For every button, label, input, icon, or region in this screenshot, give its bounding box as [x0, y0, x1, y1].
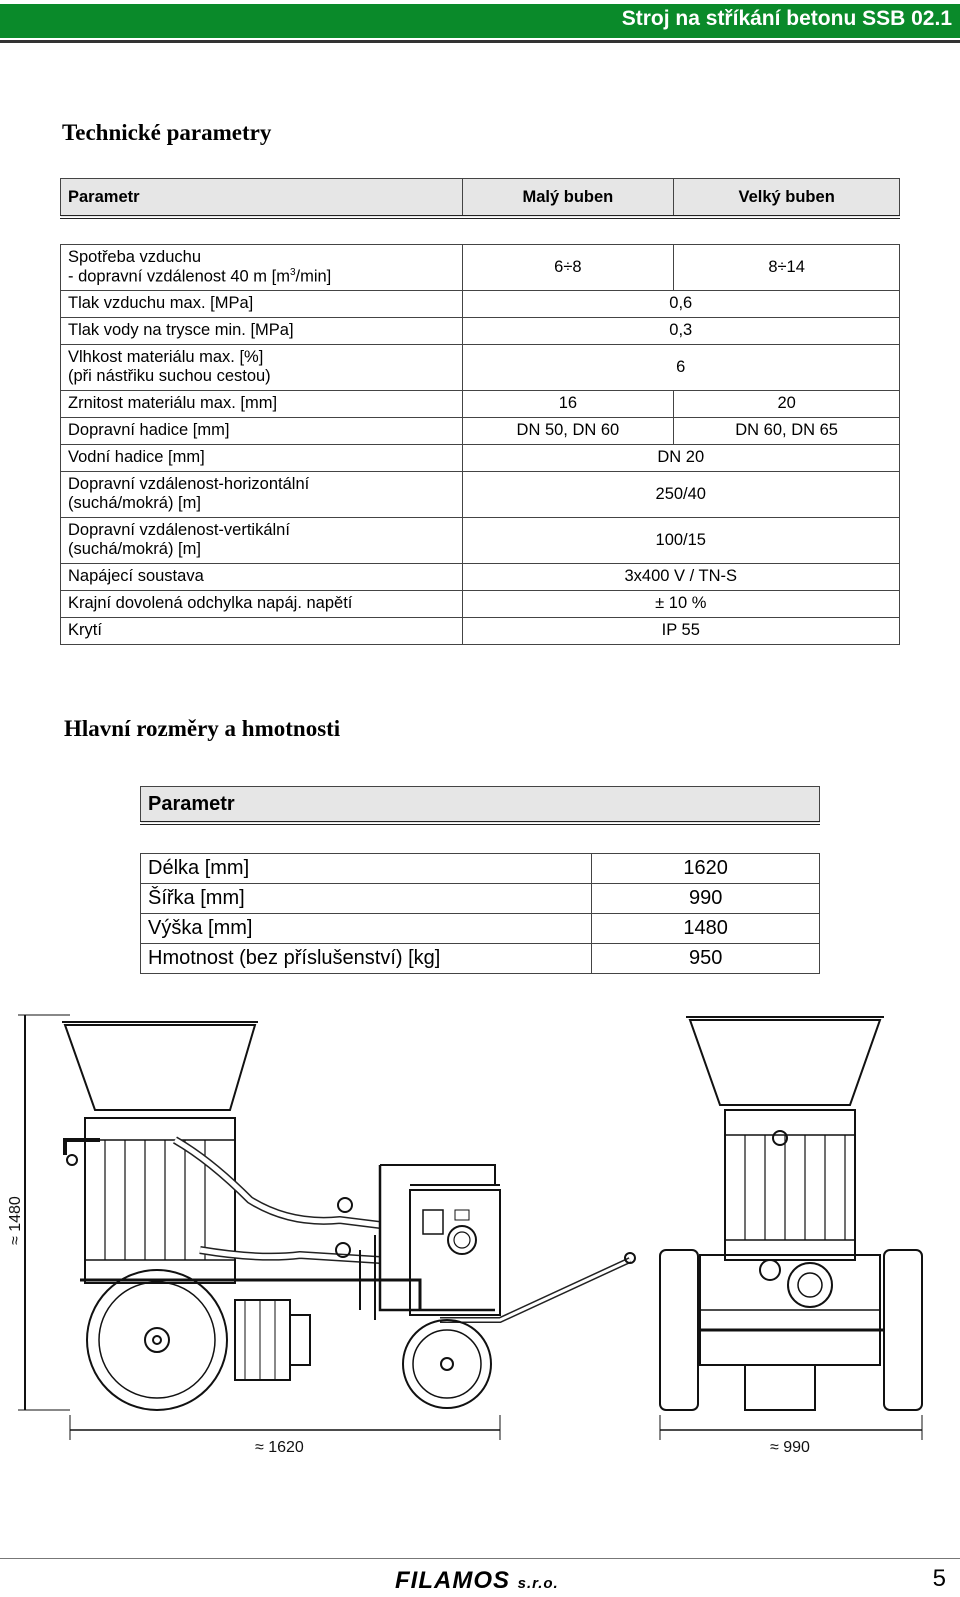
row-label: Tlak vody na trysce min. [MPa] — [61, 317, 463, 344]
shared-value: 6 — [462, 344, 899, 390]
table-row — [61, 417, 900, 444]
row-label: Dopravní vzdálenost-vertikální (suchá/mokrá) [m] — [61, 517, 463, 563]
width-dimension — [660, 1415, 922, 1456]
page-number: 5 — [932, 1565, 946, 1592]
shared-value: 0,3 — [462, 317, 899, 344]
side-view — [62, 1022, 635, 1410]
small-drum-value: 6÷8 — [462, 244, 674, 290]
col-header-parameter: Parametr — [141, 787, 820, 824]
length-dimension — [70, 1415, 500, 1456]
row-label: Šířka [mm] — [141, 883, 592, 913]
table-row — [141, 883, 820, 913]
large-drum-value: 8÷14 — [674, 244, 900, 290]
front-view — [660, 1017, 922, 1410]
shared-value: IP 55 — [462, 617, 899, 644]
table-row — [61, 617, 900, 644]
row-label: Krajní dovolená odchylka napáj. napětí — [61, 590, 463, 617]
row-label: Spotřeba vzduchu - dopravní vzdálenost 40 m $[m^3/\min]$ — [61, 244, 463, 290]
row-value: 1480 — [592, 913, 820, 943]
document-title: Stroj na stříkání betonu SSB 02.1 — [621, 7, 952, 30]
table-row — [61, 590, 900, 617]
table-row — [141, 913, 820, 943]
row-label: Napájecí soustava — [61, 563, 463, 590]
table-row — [61, 471, 900, 517]
row-label: Zrnitost materiálu max. [mm] — [61, 390, 463, 417]
shared-value: ± 10 % — [462, 590, 899, 617]
table-row — [141, 943, 820, 973]
table-row — [61, 344, 900, 390]
shared-value: 3x400 V / TN-S — [462, 563, 899, 590]
row-value: 990 — [592, 883, 820, 913]
technical-parameters-table — [60, 178, 900, 645]
row-label: Délka [mm] — [141, 853, 592, 883]
row-label: Hmotnost (bez příslušenství) [kg] — [141, 943, 592, 973]
header-bar — [0, 4, 960, 38]
row-label: Dopravní hadice [mm] — [61, 417, 463, 444]
row-label: Tlak vzduchu max. [MPa] — [61, 290, 463, 317]
row-value: 950 — [592, 943, 820, 973]
shared-value: 100/15 — [462, 517, 899, 563]
svg-text:≈ 1480: ≈ 1480 — [7, 1196, 24, 1245]
table-row — [61, 390, 900, 417]
footer-rule — [0, 1558, 960, 1559]
small-drum-value: DN 50, DN 60 — [462, 417, 674, 444]
large-drum-value: 20 — [674, 390, 900, 417]
col-header-parameter: Parametr — [61, 179, 463, 218]
row-value: 1620 — [592, 853, 820, 883]
table-row — [61, 290, 900, 317]
shared-value: DN 20 — [462, 444, 899, 471]
header-rule — [0, 40, 960, 43]
section-title-dimensions: Hlavní rozměry a hmotnosti — [64, 716, 341, 741]
table-row — [61, 563, 900, 590]
table-row — [141, 853, 820, 883]
table-row — [61, 517, 900, 563]
section-title-technical: Technické parametry — [62, 120, 272, 145]
row-label: Výška [mm] — [141, 913, 592, 943]
table-row — [61, 244, 900, 290]
machine-technical-drawing — [0, 1010, 960, 1480]
row-label: Vlhkost materiálu max. [%] (při nástřiku suchou cestou) — [61, 344, 463, 390]
col-header-small-drum: Malý buben — [462, 179, 674, 218]
svg-text:≈ 1620: ≈ 1620 — [255, 1439, 304, 1456]
table-row — [61, 444, 900, 471]
row-label: Dopravní vzdálenost-horizontální (suchá/mokrá) [m] — [61, 471, 463, 517]
shared-value: 0,6 — [462, 290, 899, 317]
dimensions-table — [140, 786, 820, 974]
svg-text:≈ 990: ≈ 990 — [770, 1439, 810, 1456]
small-drum-value: 16 — [462, 390, 674, 417]
shared-value: 250/40 — [462, 471, 899, 517]
company-logo: FILAMOS s.r.o. — [395, 1567, 559, 1594]
table-row — [61, 317, 900, 344]
large-drum-value: DN 60, DN 65 — [674, 417, 900, 444]
row-label: Vodní hadice [mm] — [61, 444, 463, 471]
height-dimension — [7, 1015, 70, 1410]
col-header-large-drum: Velký buben — [674, 179, 900, 218]
row-label: Krytí — [61, 617, 463, 644]
